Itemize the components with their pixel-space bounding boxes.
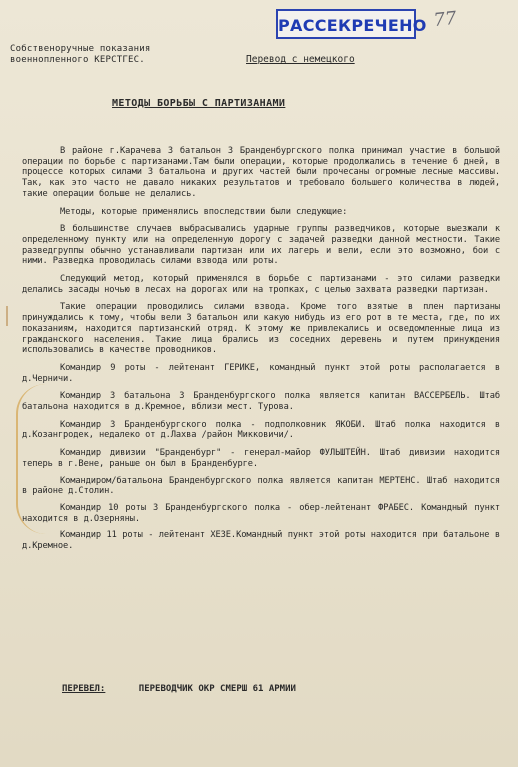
translator-signature-line: [62, 684, 482, 694]
document-origin: [10, 44, 210, 66]
document-body: [22, 146, 500, 559]
folio-number: 77: [432, 7, 458, 32]
paragraph: Командир 9 роты - лейтенант ГЕРИКЕ, командный пункт этой роты располагается в д.Черничи.: [22, 362, 500, 384]
paragraph: Командир 11 роты - лейтенант ХЕЗЕ.Командный пункт этой роты находится при батальоне в д.Кремное.: [22, 530, 500, 552]
paragraph: В большинстве случаев выбрасывались ударные группы разведчиков, которые выезжали к определенному пункту или на определенную дорогу с задачей разведки данной местности. Такие разведгруппы обычно устанавливали партизан или их лагерь и вели, если это возможно, бои с ними. Разведка проводилась силами взвода или роты.: [22, 224, 500, 267]
margin-mark: [6, 306, 16, 326]
paragraph: Методы, которые применялись впоследствии были следующие:: [60, 206, 348, 217]
document-title: МЕТОДЫ БОРЬБЫ С ПАРТИЗАНАМИ: [112, 98, 286, 109]
translated-by-label: ПЕРЕВЕЛ:: [62, 684, 106, 694]
paragraph: Командиром/батальона Бранденбургского полка является капитан МЕРТЕНС. Штаб находится в районе д.Столин.: [22, 475, 500, 497]
paragraph: Командир дивизии "Бранденбург" - генерал-майор ФУЛЬШТЕЙН. Штаб дивизии находится теперь в г.Вене, раньше он был в Бранденбурге.: [22, 448, 500, 469]
paragraph: Следующий метод, который применялся в борьбе с партизанами - это силами разведки делались засады ночью в лесах на дорогах или на тропках, с целью захвата разведки партизан.: [22, 274, 500, 295]
paragraph: Командир 3 Бранденбургского полка - подполковник ЯКОБИ. Штаб полка находится в д.Козангродек, недалеко от д.Лахва /район Микковичи/.: [22, 419, 500, 441]
paragraph: Такие операции проводились силами взвода. Кроме того взятые в плен партизаны принуждались к тому, чтобы вели 3 батальон или какую нибудь из его рот в те места, где, по их показаниям, находится партизанский отряд. К этому же привлекались и осведомленные лица из гражданского населения. Такие лица брались из соседних деревень и путем принуждения использовались в качестве проводников.: [22, 302, 500, 356]
translator-name: ПЕРЕВОДЧИК ОКР СМЕРШ 61 АРМИИ: [138, 684, 296, 694]
origin-line-1: Собственоручные показания: [10, 44, 151, 54]
translation-note: Перевод с немецкого: [246, 54, 355, 65]
paragraph: В районе г.Карачева 3 батальон 3 Бранденбургского полка принимал участие в большой операции по борьбе с партизанами.Там были операции, которые продолжались в течение 6 дней, в процессе которых силами 3 батальона и других частей были прочесаны огромные лесные массивы. Так, как это часто не давало никаких результатов и требовало большего количества в людей, такие операции больше не делались.: [22, 146, 500, 199]
origin-line-2: военнопленного КЕРСТГЕС.: [10, 55, 145, 65]
declassified-stamp: РАССЕКРЕЧЕНО: [276, 9, 416, 39]
paragraph: Командир 3 батальона 3 Бранденбургского полка является капитан ВАССЕРБЕЛЬ. Штаб батальона находится в д.Кремное, вблизи мест. Турова.: [22, 391, 500, 413]
paragraph: Командир 10 роты 3 Бранденбургского полка - обер-лейтенант ФРАБЕС. Командный пункт находится в д.Озерняны.: [22, 502, 500, 524]
